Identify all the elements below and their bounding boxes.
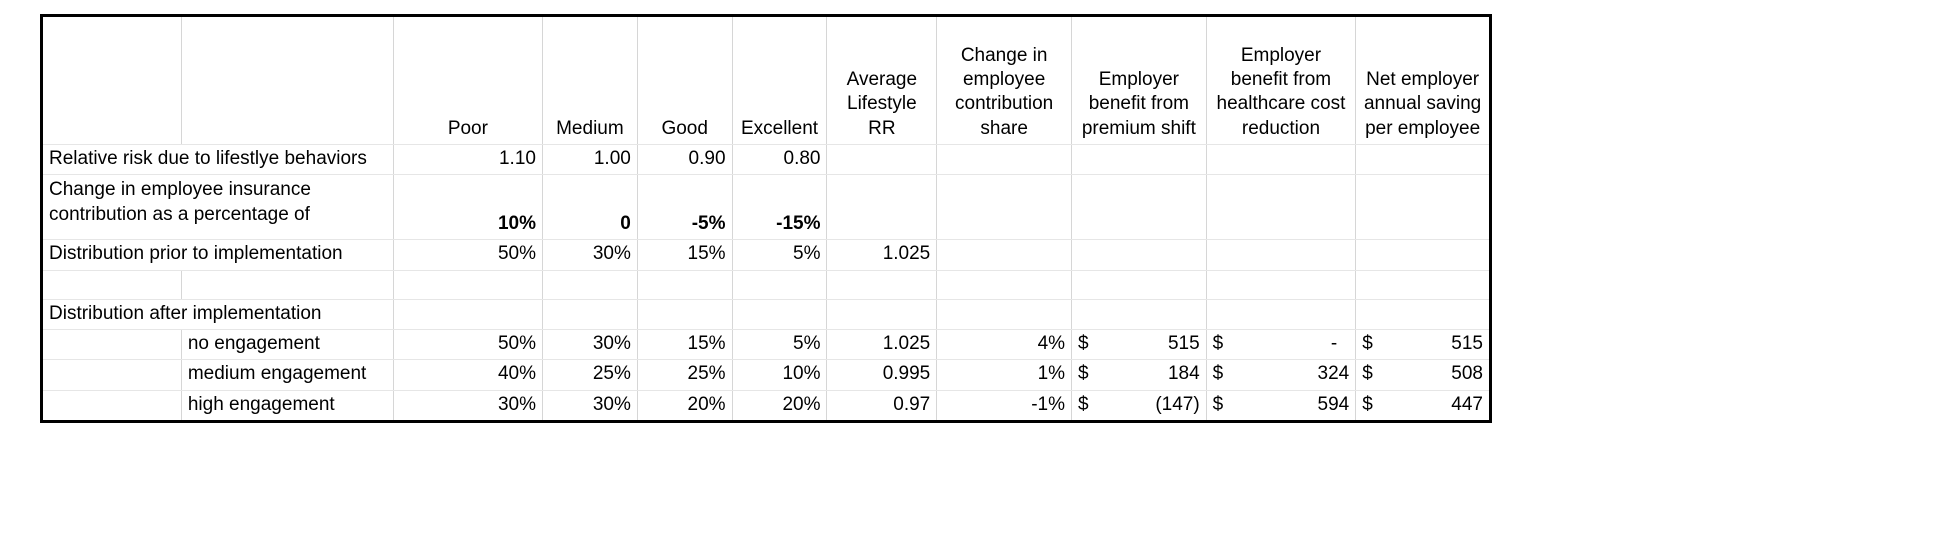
currency-amount: (147) xyxy=(1155,393,1200,415)
cell-medium: 0 xyxy=(542,175,637,240)
table-row xyxy=(42,270,1491,299)
cell-cost-reduction xyxy=(1206,240,1356,270)
cell-net-saving xyxy=(1356,360,1491,390)
table-row xyxy=(42,299,1491,329)
cell-net-saving xyxy=(1356,240,1491,270)
currency-symbol: $ xyxy=(1362,332,1373,354)
cell-premium-shift xyxy=(1072,390,1207,421)
table-row xyxy=(42,390,1491,421)
cell-good: 20% xyxy=(637,390,732,421)
cell-poor xyxy=(393,299,542,329)
row-label-contribution-change: Change in employee insurance contribution as a percentage of xyxy=(42,175,394,240)
row-label-no-engagement: no engagement xyxy=(181,329,393,359)
table-row xyxy=(42,360,1491,390)
cell-poor: 30% xyxy=(393,390,542,421)
currency-symbol: $ xyxy=(1212,363,1224,385)
cell-cost-reduction xyxy=(1206,299,1356,329)
cell-avg-rr xyxy=(827,145,937,175)
cell-avg-rr xyxy=(827,299,937,329)
cell-excellent: 20% xyxy=(732,390,827,421)
cell-cost-reduction xyxy=(1206,145,1356,175)
table-row xyxy=(42,175,1491,240)
cell-net-saving xyxy=(1356,175,1491,240)
row-label-relative-risk: Relative risk due to lifestlye behaviors xyxy=(42,145,394,175)
cell-poor: 50% xyxy=(393,240,542,270)
cell-avg-rr xyxy=(827,175,937,240)
row-label-distribution-after: Distribution after implementation xyxy=(42,299,394,329)
header-cell-good: Good xyxy=(637,16,732,145)
cell-premium-shift xyxy=(1072,299,1207,329)
cell-blank-1 xyxy=(42,360,182,390)
currency-symbol: $ xyxy=(1212,393,1224,415)
cell-blank-2 xyxy=(181,270,393,299)
row-label-high-engagement: high engagement xyxy=(181,390,393,421)
cell-net-saving xyxy=(1356,145,1491,175)
cell-premium-shift xyxy=(1072,145,1207,175)
header-cell-blank-2 xyxy=(181,16,393,145)
cell-medium: 30% xyxy=(542,329,637,359)
header-cell-net-saving: Net employer annual saving per employee xyxy=(1356,16,1491,145)
cell-good: -5% xyxy=(637,175,732,240)
header-cell-excellent: Excellent xyxy=(732,16,827,145)
row-label-distribution-prior: Distribution prior to implementation xyxy=(42,240,394,270)
header-cell-contribution-share: Change in employee contribution share xyxy=(937,16,1072,145)
cell-avg-rr: 1.025 xyxy=(827,329,937,359)
header-cell-average-lifestyle-rr: Average Lifestyle RR xyxy=(827,16,937,145)
cell-medium xyxy=(542,270,637,299)
cell-avg-rr: 0.995 xyxy=(827,360,937,390)
cell-avg-rr: 1.025 xyxy=(827,240,937,270)
table-row xyxy=(42,145,1491,175)
cell-excellent xyxy=(732,299,827,329)
cell-good: 15% xyxy=(637,240,732,270)
cell-contribution-share xyxy=(937,240,1072,270)
cell-premium-shift xyxy=(1072,270,1207,299)
cell-cost-reduction xyxy=(1206,390,1356,421)
cell-contribution-share xyxy=(937,175,1072,240)
table-row xyxy=(42,329,1491,359)
currency-amount: 324 xyxy=(1317,363,1350,385)
table-row xyxy=(42,240,1491,270)
cell-contribution-share xyxy=(937,299,1072,329)
cell-contribution-share xyxy=(937,270,1072,299)
cell-good xyxy=(637,270,732,299)
currency-symbol: $ xyxy=(1078,363,1089,385)
cell-avg-rr: 0.97 xyxy=(827,390,937,421)
cell-good xyxy=(637,299,732,329)
currency-amount: 184 xyxy=(1167,363,1200,385)
currency-amount: 447 xyxy=(1451,393,1483,415)
cell-contribution-share: 4% xyxy=(937,329,1072,359)
cell-medium xyxy=(542,299,637,329)
cell-premium-shift xyxy=(1072,175,1207,240)
cell-premium-shift xyxy=(1072,329,1207,359)
header-cell-premium-shift: Employer benefit from premium shift xyxy=(1072,16,1207,145)
cell-cost-reduction xyxy=(1206,329,1356,359)
cell-cost-reduction xyxy=(1206,270,1356,299)
cell-poor: 10% xyxy=(393,175,542,240)
cell-premium-shift xyxy=(1072,360,1207,390)
currency-amount: - xyxy=(1330,332,1338,354)
cell-contribution-share xyxy=(937,145,1072,175)
cell-good: 15% xyxy=(637,329,732,359)
cell-blank-1 xyxy=(42,390,182,421)
cell-medium: 30% xyxy=(542,240,637,270)
currency-amount: 515 xyxy=(1167,332,1200,354)
cell-poor: 50% xyxy=(393,329,542,359)
cell-poor: 1.10 xyxy=(393,145,542,175)
table-header-row xyxy=(42,16,1491,145)
currency-symbol: $ xyxy=(1078,393,1089,415)
cell-medium: 1.00 xyxy=(542,145,637,175)
currency-amount: 508 xyxy=(1451,363,1483,385)
currency-symbol: $ xyxy=(1362,393,1373,415)
cell-excellent xyxy=(732,270,827,299)
header-cell-blank-1 xyxy=(42,16,182,145)
currency-amount: 515 xyxy=(1451,332,1483,354)
cell-excellent: 10% xyxy=(732,360,827,390)
cell-excellent: 0.80 xyxy=(732,145,827,175)
data-table xyxy=(40,14,1492,423)
cell-excellent: -15% xyxy=(732,175,827,240)
cell-net-saving xyxy=(1356,390,1491,421)
cell-medium: 25% xyxy=(542,360,637,390)
cell-cost-reduction xyxy=(1206,360,1356,390)
header-cell-poor: Poor xyxy=(393,16,542,145)
cell-good: 0.90 xyxy=(637,145,732,175)
cell-contribution-share: 1% xyxy=(937,360,1072,390)
header-cell-medium: Medium xyxy=(542,16,637,145)
cell-blank-1 xyxy=(42,270,182,299)
spreadsheet-table xyxy=(40,14,1492,423)
cell-net-saving xyxy=(1356,329,1491,359)
currency-symbol: $ xyxy=(1362,363,1373,385)
cell-blank-1 xyxy=(42,329,182,359)
cell-net-saving xyxy=(1356,270,1491,299)
cell-net-saving xyxy=(1356,299,1491,329)
cell-excellent: 5% xyxy=(732,329,827,359)
row-label-medium-engagement: medium engagement xyxy=(181,360,393,390)
cell-contribution-share: -1% xyxy=(937,390,1072,421)
cell-excellent: 5% xyxy=(732,240,827,270)
currency-amount: 594 xyxy=(1317,393,1350,415)
currency-symbol: $ xyxy=(1212,332,1224,354)
cell-good: 25% xyxy=(637,360,732,390)
cell-cost-reduction xyxy=(1206,175,1356,240)
cell-poor: 40% xyxy=(393,360,542,390)
cell-avg-rr xyxy=(827,270,937,299)
currency-symbol: $ xyxy=(1078,332,1089,354)
cell-medium: 30% xyxy=(542,390,637,421)
cell-poor xyxy=(393,270,542,299)
header-cell-cost-reduction: Employer benefit from healthcare cost reduction xyxy=(1206,16,1356,145)
cell-premium-shift xyxy=(1072,240,1207,270)
